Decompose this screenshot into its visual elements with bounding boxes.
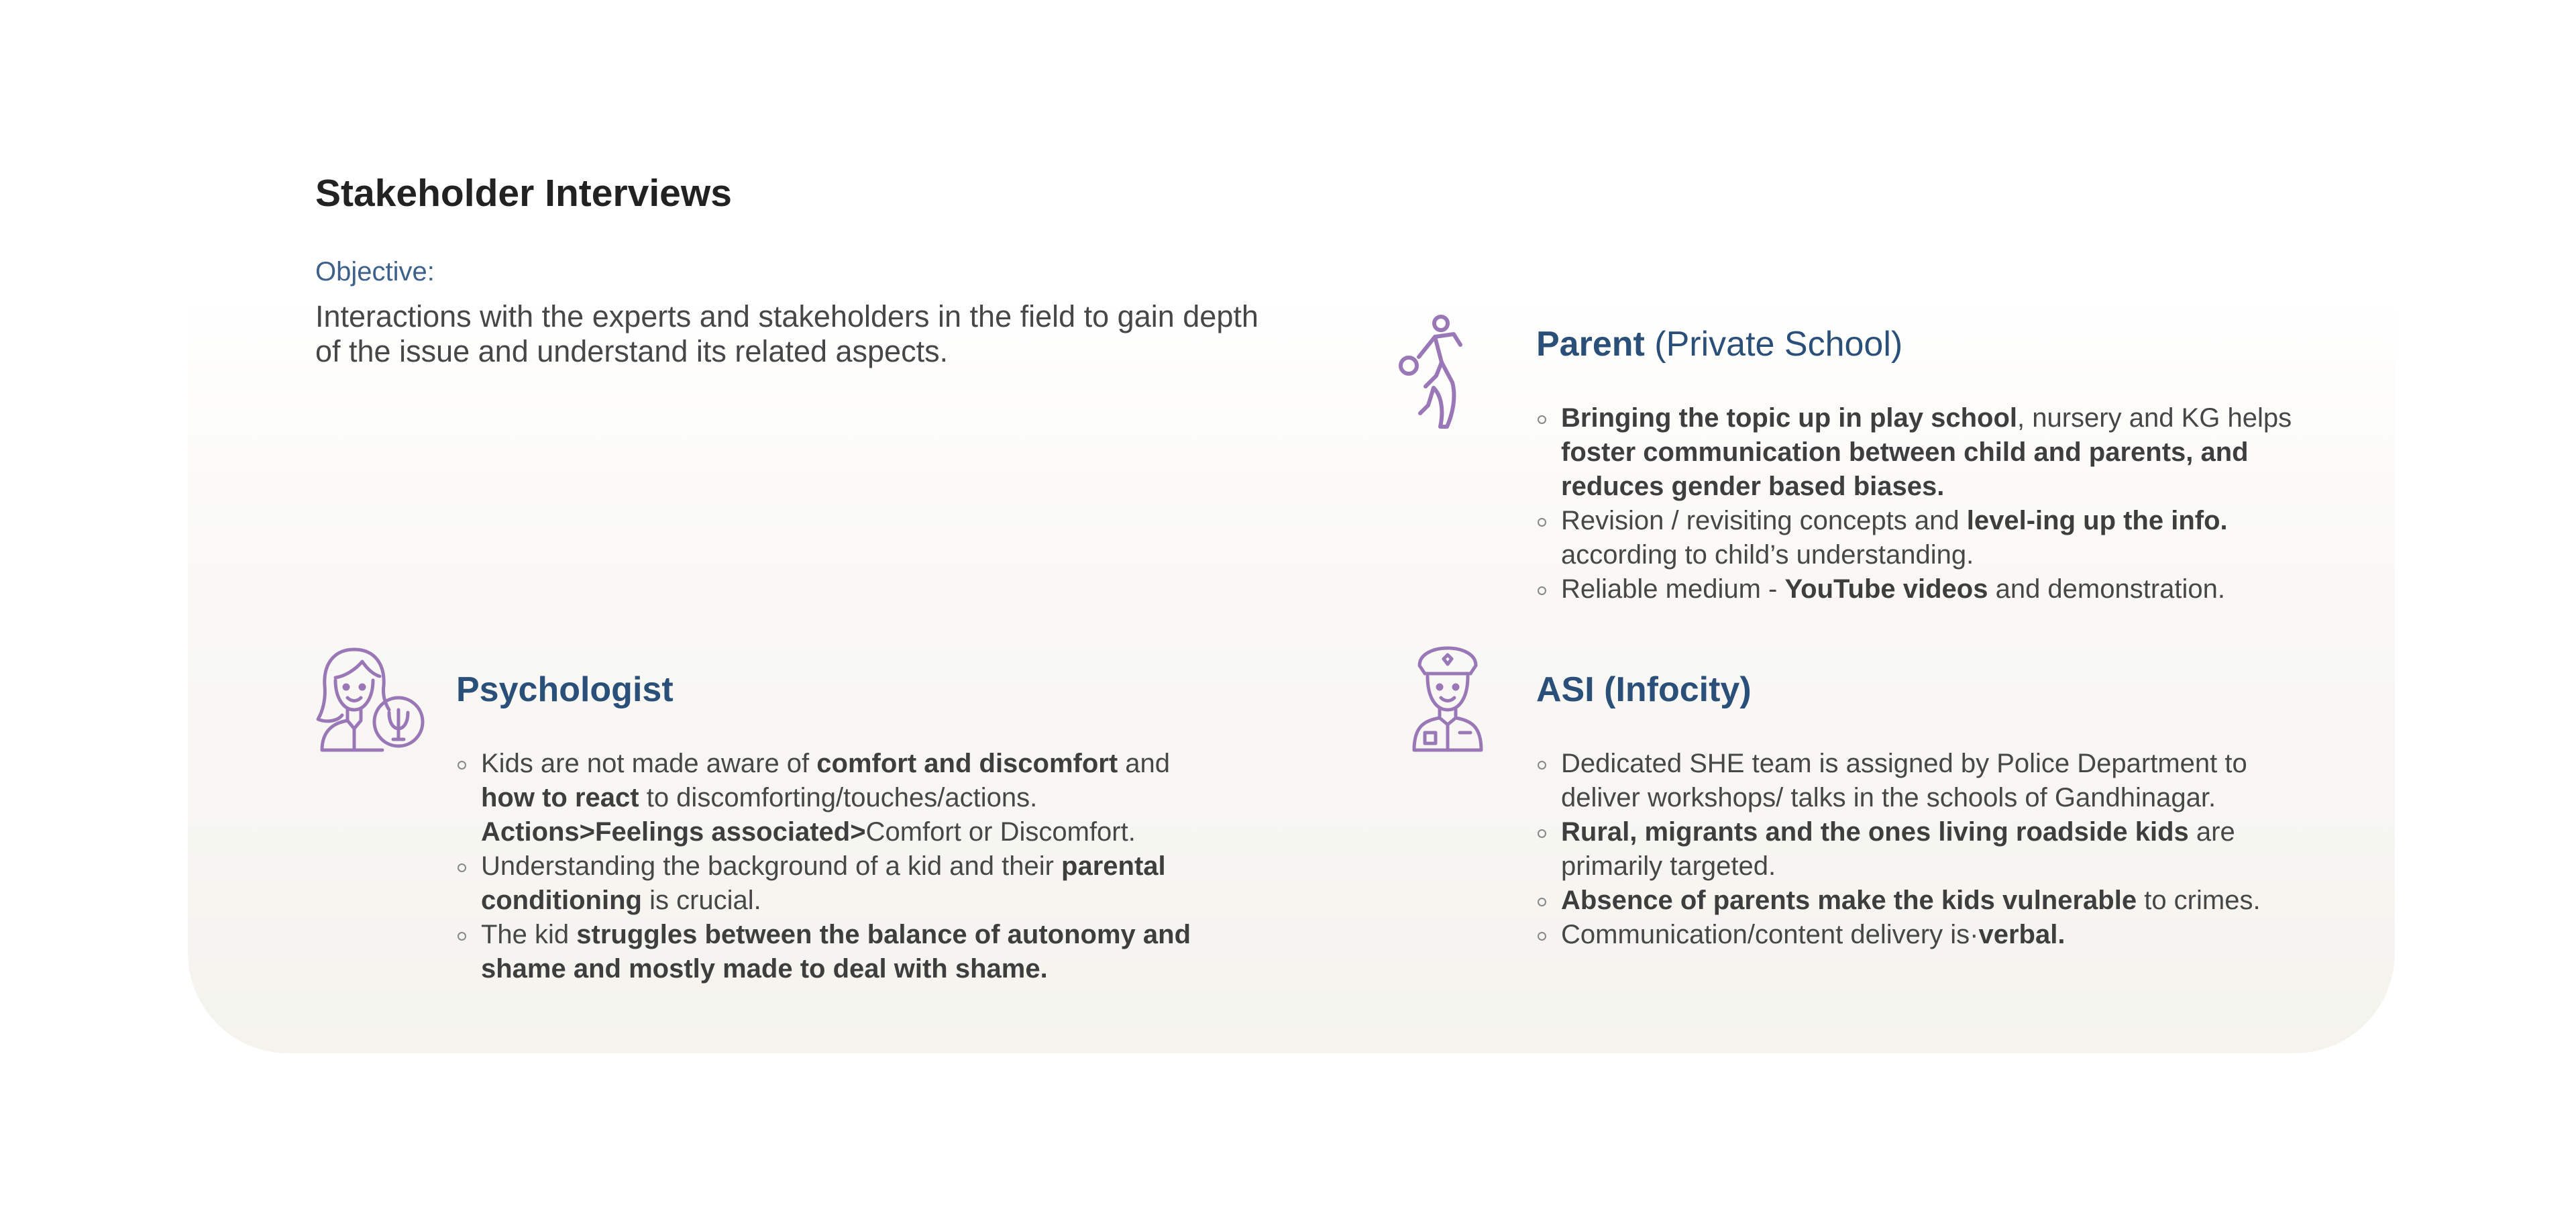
bold-text: comfort and discomfort [816, 749, 1118, 778]
text: Comfort or Discomfort. [865, 817, 1136, 847]
parent-subtitle: (Private School) [1654, 325, 1903, 364]
text: Kids are not made aware of [481, 749, 817, 778]
text: Communication/content delivery is· [1561, 920, 1979, 949]
text: , nursery and KG helps [2017, 403, 2292, 433]
text: and demonstration. [1988, 574, 2226, 604]
text: according to child’s understanding. [1561, 540, 1974, 570]
bold-text: level-ing up the info. [1966, 506, 2228, 535]
text: The kid [481, 920, 577, 949]
text: Reliable medium - [1561, 574, 1785, 604]
text: Revision / revisiting concepts and [1561, 506, 1967, 535]
bold-text: Rural, migrants and the ones living roadside kids [1561, 817, 2189, 847]
text: to crimes. [2137, 886, 2261, 915]
list-item [1536, 747, 2308, 815]
list-item [456, 918, 1228, 986]
bold-text: Actions>Feelings associated> [481, 817, 866, 847]
text: and [1118, 749, 1171, 778]
parent-title [1536, 324, 1902, 364]
bold-text: Absence of parents make the kids vulnerable [1561, 886, 2137, 915]
psychologist-woman-icon [315, 645, 427, 753]
bold-text: YouTube videos [1784, 574, 1988, 604]
list-item [1536, 815, 2308, 884]
parent-bullet-list [1536, 401, 2308, 607]
bold-text: struggles between the balance of autonomy and shame and mostly made to deal with shame. [481, 920, 1191, 984]
parent-title-main: Parent [1536, 325, 1645, 364]
bold-text: how to react [481, 783, 639, 812]
psychologist-title: Psychologist [456, 670, 674, 709]
text: Dedicated SHE team is assigned by Police Department to deliver workshops/ talks in the schools of Gandhinagar. [1561, 749, 2247, 812]
list-item [1536, 401, 2308, 504]
bold-text: parental conditioning [481, 851, 1166, 915]
list-item [456, 849, 1228, 918]
list-item [1536, 572, 2308, 607]
page-title: Stakeholder Interviews [315, 172, 732, 215]
text: to discomforting/touches/actions. [639, 783, 1038, 812]
police-officer-icon [1409, 645, 1487, 753]
asi-bullet-list [1536, 747, 2308, 952]
text: Understanding the background of a kid and their [481, 851, 1062, 881]
list-item [1536, 884, 2308, 918]
bold-text: Bringing the topic up in play school [1561, 403, 2017, 433]
objective-label: Objective: [315, 257, 435, 286]
list-item [1536, 504, 2308, 572]
text: is crucial. [641, 886, 761, 915]
list-item [456, 747, 1228, 849]
asi-title: ASI (Infocity) [1536, 670, 1752, 709]
bold-text: verbal. [1978, 920, 2065, 949]
list-item [1536, 918, 2308, 952]
child-playing-ball-icon [1399, 314, 1466, 435]
text: are primarily targeted. [1561, 817, 2235, 881]
psychologist-bullet-list [456, 747, 1228, 986]
objective-text: Interactions with the experts and stakeholders in the field to gain depth of the issue and understand its related aspects. [315, 299, 1258, 368]
bold-text: foster communication between child and parents, and reduces gender based biases. [1561, 437, 2249, 501]
